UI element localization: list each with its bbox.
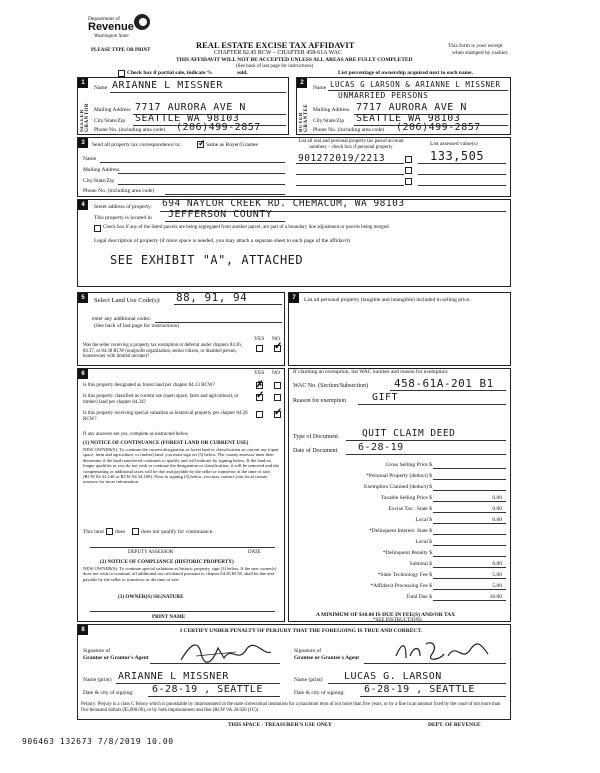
exempt-yes-checkbox[interactable] (256, 345, 263, 352)
grantor-sig-label1: Signature of (83, 648, 111, 654)
fee-value[interactable]: 0.00 (492, 506, 502, 512)
grantee-printed-name[interactable]: LUCAS G. LARSON (344, 671, 442, 682)
perjury-notice: Perjury: Perjury is a class C felony which is punishable by imprisonment in the state correctional institution for a maximum term of not more than five years, or by a fine in an amount fixed by the court of not more than five thousand dollars ($5,000.00), or by both imprisonment and fine (RCW 9A.20.020 (1C)). (81, 702, 501, 713)
historic-yes-checkbox[interactable] (256, 411, 263, 418)
fee-label: *Delinquent Interest: State $ (368, 528, 432, 534)
legal-desc-label: Legal description of property (if more space is needed, you may attach a separate sheet to each page of the affidavit) (94, 238, 350, 244)
fee-value[interactable]: 5.00 (492, 572, 502, 578)
buyer-mailing-label: Mailing Address (313, 107, 350, 113)
owner-signature-label: (3) OWNER(S) SIGNATURE (118, 594, 184, 600)
assessed-value[interactable]: 133,505 (430, 149, 485, 163)
notice2-body: NEW OWNER(S): To continue special valuation as historic property, sign (3) below. If the new owner(s) does not wish to continue, all additional tax calculated pursuant to chapter 84.26 RCW, shall be due and payable by the seller or transferor at the time of sale. (83, 566, 277, 582)
parcel-1-personal-checkbox[interactable] (405, 156, 412, 163)
send-correspondence-label: Send all property tax correspondence to: (92, 142, 182, 148)
same-as-buyer-check-mark: ✓ (198, 138, 206, 148)
partial-sale-label: Check box if partial sale, indicate % (127, 70, 213, 76)
exempt-no-check-mark: ✓ (274, 341, 283, 352)
section-2-number: 2 (297, 78, 307, 88)
no-header-5: NO (272, 336, 280, 342)
grantor-date-city[interactable]: 6-28-19 , SEATTLE (152, 684, 263, 695)
exempt-question: Was the seller receiving a property tax exemption or deferral under chapters 84.36, 84.37, or 84.38 RCW (nonprofit organization, senior citizen, or disabled person, homeowner with limited income)? (83, 343, 242, 359)
property-county[interactable]: JEFFERSON COUNTY (168, 209, 273, 220)
exemption-reason[interactable]: GIFT (372, 392, 399, 403)
forest-yes-mark: ✗ (256, 379, 264, 389)
fee-label: Excise Tax : State $ (388, 506, 432, 512)
buyer-mailing[interactable]: 7717 AURORA AVE N (356, 102, 467, 113)
seller-side-label: SELLER GRANTOR (80, 103, 90, 132)
parcel-header: List all real and personal property tax parcel account numbers – check box if personal property (298, 139, 404, 150)
fee-label: *State Technology Fee $ (377, 572, 432, 578)
section-7-number: 7 (289, 293, 299, 303)
grantee-signature[interactable] (392, 636, 492, 666)
form-title: REAL ESTATE EXCISE TAX AFFIDAVIT (196, 40, 355, 50)
corr-phone-label: Phone No. (including area code) (83, 188, 155, 194)
claim-exemption-label: If claiming an exemption, list WAC number and reason for exemption: (293, 369, 449, 375)
segregated-label: Check box if any of the listed parcels are being segregated from another parcel, are part of a boundary line adjustment or parcels being merged. (103, 225, 390, 230)
minimum-note: A MINIMUM OF $10.00 IS DUE IN FEE(S) AND/OR TAX (316, 612, 456, 618)
print-name-label: PRINT NAME (152, 614, 186, 620)
segregated-checkbox[interactable] (94, 225, 101, 232)
buyer-city[interactable]: SEATTLE WA 98103 (356, 113, 461, 124)
land-use-codes[interactable]: 88, 91, 94 (176, 291, 248, 304)
parcel-2-personal-checkbox[interactable] (405, 167, 412, 174)
does-label: does (115, 529, 126, 535)
legal-description[interactable]: SEE EXHIBIT "A", ATTACHED (110, 253, 304, 267)
fee-label: *Affidavit Processing Fee $ (370, 583, 432, 589)
wac-number[interactable]: 458-61A-201 B1 (394, 377, 494, 390)
fee-label: Gross Selling Price $ (385, 462, 432, 468)
section-6-box (77, 368, 285, 622)
parcel-number[interactable]: 901272019/2213 (298, 153, 386, 164)
corr-mailing-label: Mailing Address (83, 167, 120, 173)
forest-no-checkbox[interactable] (274, 382, 281, 389)
current-use-no-checkbox[interactable] (274, 394, 281, 401)
seller-city[interactable]: SEATTLE WA 98103 (135, 113, 240, 124)
pct-ownership-label: List percentage of ownership acquired next to each name. (338, 70, 473, 76)
does-not-label: does not qualify for continuance. (141, 529, 214, 535)
treasurer-use: THIS SPACE - TREASURER'S USE ONLY (228, 722, 332, 728)
corr-city-label: City/State/Zip (83, 178, 115, 184)
seller-name-label: Name (94, 85, 108, 91)
buyer-name-2[interactable]: UNMARRIED PERSONS (338, 91, 429, 100)
buyer-side-label: BUYER GRANTEE (299, 103, 309, 132)
seller-phone-label: Phone No. (including area code) (94, 127, 166, 133)
grantee-name-label: Name (print) (294, 677, 323, 683)
buyer-name[interactable]: LUCAS G LARSON & ARIANNE L MISSNER (330, 80, 501, 89)
grantor-sig-label2: Grantor or Grantor's Agent (83, 655, 149, 661)
land-use-label: Select Land Use Code(s): (94, 297, 161, 304)
grantor-date-label: Date & city of signing: (83, 690, 134, 696)
grantee-date-city[interactable]: 6-28-19 , SEATTLE (364, 684, 475, 695)
seller-mailing-label: Mailing Address (94, 107, 131, 113)
fee-label: *Personal Property (deduct) $ (366, 473, 432, 479)
grantor-name-label: Name (print) (83, 677, 112, 683)
sold-label: sold. (237, 70, 248, 76)
fee-value[interactable]: 10.00 (489, 594, 502, 600)
partial-sale-checkbox[interactable] (118, 70, 125, 77)
yes-header-6: YES (254, 370, 265, 376)
fee-label: Exemption Claimed (deduct) $ (364, 484, 432, 490)
wac-label: WAC No. (Section/Subsection) (293, 383, 369, 389)
grantor-printed-name[interactable]: ARIANNE L MISSNER (118, 671, 229, 682)
no-header-6: NO (272, 370, 280, 376)
form-warning: THIS AFFIDAVIT WILL NOT BE ACCEPTED UNLESS ALL AREAS ARE FULLY COMPLETED (176, 57, 413, 63)
section-3-number: 3 (78, 138, 88, 148)
form-back-note: (See back of last page for instructions) (236, 64, 314, 69)
fee-value[interactable]: 5.00 (492, 583, 502, 589)
buyer-city-label: City/State/Zip (313, 118, 345, 124)
personal-property-label: List all personal property (tangible and intangible) included in selling price. (304, 297, 471, 303)
dept-line2: Revenue (88, 21, 134, 33)
buyer-phone[interactable]: (206)499-2857 (396, 122, 481, 133)
receipt-note2: when stamped by cashier. (452, 50, 509, 56)
see-instr-note: *SEE INSTRUCTIONS (373, 618, 422, 623)
dept-revenue-footer: DEPT. OF REVENUE (428, 722, 481, 728)
other-codes-label: enter any additional codes: (92, 316, 152, 322)
doc-date-label: Date of Document (293, 448, 338, 454)
fee-value[interactable]: 0.00 (492, 517, 502, 523)
notice1-title: (1) NOTICE OF CONTINUANCE (FOREST LAND OR CURRENT USE) (83, 440, 249, 446)
seller-city-label: City/State/Zip (94, 118, 126, 124)
doc-type-label: Type of Document (293, 434, 338, 440)
section-5-number: 5 (78, 293, 88, 303)
type-or-print: PLEASE TYPE OR PRINT (91, 48, 151, 53)
does-checkbox[interactable] (106, 528, 113, 535)
fee-value[interactable]: 0.00 (492, 495, 502, 501)
receipt-note1: This form is your receipt (448, 43, 503, 49)
see-back-label: (See back of last page for instructions) (94, 323, 179, 329)
same-as-buyer-label: Same as Buyer/Grantee (206, 142, 258, 148)
certify-statement: I CERTIFY UNDER PENALTY OF PERJURY THAT THE FOREGOING IS TRUE AND CORRECT. (180, 628, 423, 634)
fee-label: *Delinquent Penalty $ (382, 550, 432, 556)
grantee-sig-label1: Signature of (294, 648, 322, 654)
section-4-number: 4 (78, 200, 88, 210)
fee-label: Total Due $ (406, 594, 432, 600)
yes-header-5: YES (254, 336, 265, 342)
section-6-number: 6 (78, 369, 88, 379)
grantor-signature[interactable] (176, 638, 276, 666)
seller-name[interactable]: ARIANNE L MISSNER (112, 80, 223, 91)
parcel-3-personal-checkbox[interactable] (405, 178, 412, 185)
seller-mailing[interactable]: 7717 AURORA AVE N (135, 102, 246, 113)
section-9-number: 8 (78, 625, 88, 635)
logo-mark-swoosh (139, 18, 147, 26)
fee-label: Taxable Selling Price $ (380, 495, 432, 501)
property-street[interactable]: 694 NAYLOR CREEK RD. CHEMACUM, WA 98103 (162, 198, 405, 209)
corr-name-label: Name (83, 156, 97, 162)
dor-logo (88, 14, 158, 44)
street-label: Street address of property: (94, 204, 153, 210)
answers-instr: If any answers are yes, complete as instructed below. (83, 432, 190, 437)
deputy-date-label: DATE (248, 550, 261, 555)
current-use-question: Is this property classified as current use (open space, farm and agricultural, or timber) land per chapter 84.34? (83, 394, 239, 405)
current-use-yes-mark: ✓ (256, 390, 265, 401)
doc-type[interactable]: QUIT CLAIM DEED (362, 428, 456, 439)
grantee-sig-label2: Grantee or Grantee's Agent (294, 655, 360, 661)
notice2-title: (2) NOTICE OF COMPLIANCE (HISTORIC PROPERTY) (100, 559, 234, 565)
notice1-body: NEW OWNER(S): To continue the current designation as forest land or classification as current use (open space, farm and agriculture, or timber) land, you must sign on (3) below. The county assessor must then determine if the land transferred continues to qualify and will indicate by signing below. If the land no longer qualifies or you do not wish to continue the designation or classification, it will be removed and the compensating or additional taxes will be due and payable by the seller or transferor at the time of sale. (RCW 84.33.140 or RCW 84.34.108). Prior to signing (3) below, you may contact your local county assessor for more information. (83, 447, 279, 485)
deputy-assessor-label: DEPUTY ASSESSOR (128, 550, 174, 555)
section-1-number: 1 (78, 78, 88, 88)
this-land-label: This land (83, 529, 104, 535)
fee-value[interactable]: 0.00 (492, 561, 502, 567)
grantee-date-label: Date & city of signing: (294, 690, 345, 696)
dept-line3: Washington State (94, 34, 129, 39)
historic-question: Is this property receiving special valuation as historical property per chapter 84.26 RCW? (83, 411, 248, 422)
fee-label: Local $ (415, 517, 432, 523)
fee-label: Local $ (415, 539, 432, 545)
dept-line1: Department of (88, 16, 120, 22)
recording-stamp: 906463 132673 7/8/2019 10.00 (22, 737, 174, 746)
historic-no-mark: ✓ (274, 407, 283, 418)
seller-phone[interactable]: (206)499-2857 (176, 122, 261, 133)
forest-question: Is this property designated as forest land per chapter 84.33 RCW? (83, 383, 215, 388)
located-label: This property is located in (94, 215, 152, 221)
buyer-name-label: Name (313, 85, 327, 91)
fee-label: Subtotal $ (409, 561, 432, 567)
does-not-checkbox[interactable] (132, 528, 139, 535)
buyer-phone-label: Phone No. (including area code) (313, 127, 385, 133)
doc-date[interactable]: 6-28-19 (358, 442, 404, 453)
assessed-header: List assessed value(s) (430, 141, 478, 147)
form-chapter: CHAPTER 82.45 RCW – CHAPTER 458-61A WAC (214, 50, 342, 56)
exemption-reason-label: Reason for exemption (293, 398, 346, 404)
